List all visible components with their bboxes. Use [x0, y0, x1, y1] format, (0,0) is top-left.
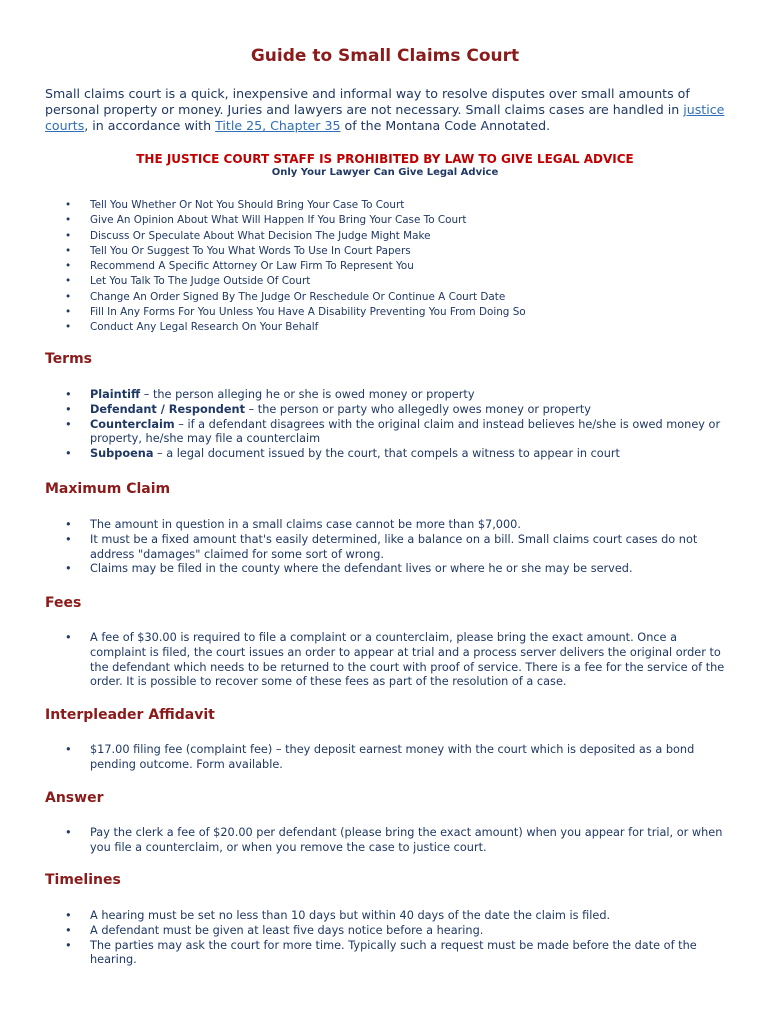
- timelines-list: [65, 909, 730, 968]
- interpleader-heading: Interpleader Affidavit: [45, 707, 215, 723]
- list-item: • Let You Talk To The Judge Outside Of Court: [65, 274, 730, 289]
- list-item: [65, 403, 730, 418]
- list-item: • The parties may ask the court for more time. Typically such a request must be made before the date of the hearing.: [65, 939, 730, 969]
- list-item: • Discuss Or Speculate About What Decision The Judge Might Make: [65, 229, 730, 244]
- list-item: • Recommend A Specific Attorney Or Law Firm To Represent You: [65, 259, 730, 274]
- list-item: • A fee of $30.00 is required to file a complaint or a counterclaim, please bring the exact amount. Once a complaint is filed, the court issues an order to appear at trial and a process server delivers the original order to the defendant which needs to be returned to the court with proof of service. There is a fee for the service of the order. It is possible to recover some of these fees as part of the resolution of a case.: [65, 631, 730, 690]
- list-item: • Conduct Any Legal Research On Your Behalf: [65, 320, 730, 335]
- list-item: • Change An Order Signed By The Judge Or Reschedule Or Continue A Court Date: [65, 290, 730, 305]
- intro-text-1: Small claims court is a quick, inexpensive and informal way to resolve disputes over small amounts of personal property or money. Juries and lawyers are not necessary. Small claims cases are handled in: [45, 86, 690, 117]
- term-label: Counterclaim: [90, 417, 175, 431]
- fees-list: [65, 631, 730, 690]
- term-label: Defendant / Respondent: [90, 402, 245, 416]
- term-definition: – the person or party who allegedly owes money or property: [244, 402, 591, 416]
- answer-heading: Answer: [45, 790, 104, 806]
- intro-text-3: of the Montana Code Annotated.: [340, 118, 551, 133]
- list-item: • Tell You Or Suggest To You What Words To Use In Court Papers: [65, 244, 730, 259]
- list-item: • A defendant must be given at least five days notice before a hearing.: [65, 924, 730, 939]
- legal-advice-subheading: Only Your Lawyer Can Give Legal Advice: [271, 167, 499, 178]
- list-item: • Fill In Any Forms For You Unless You Have A Disability Preventing You From Doing So: [65, 305, 730, 320]
- term-definition: – the person alleging he or she is owed money or property: [140, 388, 475, 401]
- list-item: • Pay the clerk a fee of $20.00 per defendant (please bring the exact amount) when you appear for trial, or when you file a counterclaim, or when you remove the case to justice court.: [65, 826, 730, 856]
- list-item: [65, 447, 730, 462]
- list-item: • A hearing must be set no less than 10 days but within 40 days of the date the claim is filed.: [65, 909, 730, 924]
- term-definition: – if a defendant disagrees with the original claim and instead believes he/she is owed money or property, he/she may file a counterclaim: [90, 417, 721, 446]
- list-item: • The amount in question in a small claims case cannot be more than $7,000.: [65, 518, 730, 533]
- intro-text-2: , in accordance with: [84, 118, 216, 133]
- list-item: • Claims may be filed in the county where the defendant lives or where he or she may be served.: [65, 562, 730, 577]
- maximum-claim-heading: Maximum Claim: [45, 481, 171, 497]
- maximum-claim-list: [65, 518, 730, 577]
- prohibited-actions-list: [65, 198, 730, 336]
- justice-courts-link[interactable]: justice courts: [45, 102, 725, 133]
- terms-heading: Terms: [45, 351, 93, 367]
- list-item: • Give An Opinion About What Will Happen If You Bring Your Case To Court: [65, 213, 730, 228]
- page-title: Guide to Small Claims Court: [250, 46, 520, 66]
- terms-list: [65, 388, 730, 462]
- list-item: [65, 418, 730, 448]
- intro-paragraph: [45, 86, 735, 134]
- list-item: • Tell You Whether Or Not You Should Bring Your Case To Court: [65, 198, 730, 213]
- legal-advice-warning: THE JUSTICE COURT STAFF IS PROHIBITED BY LAW TO GIVE LEGAL ADVICE: [136, 152, 634, 166]
- list-item: • $17.00 filing fee (complaint fee) – they deposit earnest money with the court which is deposited as a bond pending outcome. Form available.: [65, 743, 730, 773]
- interpleader-list: [65, 743, 730, 773]
- timelines-heading: Timelines: [45, 872, 121, 888]
- term-definition: – a legal document issued by the court, that compels a witness to appear in court: [153, 447, 620, 461]
- list-item: • It must be a fixed amount that's easily determined, like a balance on a bill. Small claims court cases do not address "damages" claimed for some sort of wrong.: [65, 533, 730, 563]
- answer-list: [65, 826, 730, 856]
- term-label: Plaintiff: [90, 388, 141, 401]
- list-item: [65, 388, 730, 403]
- term-label: Subpoena: [90, 447, 154, 461]
- fees-heading: Fees: [45, 595, 82, 611]
- code-title-link[interactable]: Title 25, Chapter 35: [215, 118, 341, 133]
